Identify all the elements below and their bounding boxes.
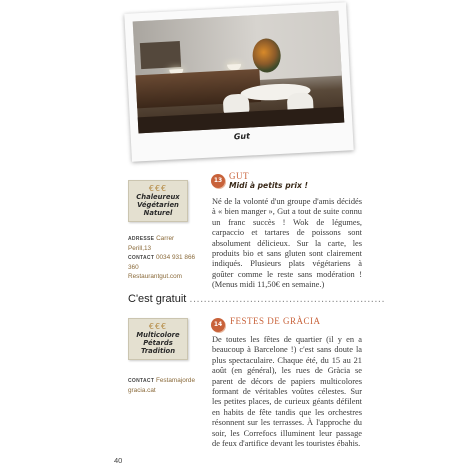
price-level: €€€ [148, 184, 168, 193]
website-link[interactable]: Restaurantgut.com [128, 273, 182, 280]
website-link[interactable]: Festamajordegracia.cat [128, 377, 196, 394]
restaurant-photo [133, 11, 345, 134]
entry-number: 14 [211, 318, 225, 332]
entry-meta: CONTACT Festamajordegracia.cat [128, 377, 196, 394]
tag: Multicolore [136, 331, 180, 339]
tag: Pétards [143, 339, 173, 348]
entry-meta: ADRESSE Carrer Perill,13 CONTACT 0034 931 866 360 Restaurantgut.com [128, 235, 196, 280]
address: Carrer Perill,13 [128, 235, 175, 252]
price-level: €€€ [148, 322, 168, 331]
tag: Naturel [143, 209, 173, 218]
tag: Tradition [140, 347, 176, 356]
entry-badge [128, 318, 188, 360]
entry-subtitle: Midi à petits prix ! [229, 181, 309, 190]
entry-number: 13 [211, 174, 225, 188]
photo-caption: Gut [233, 131, 251, 142]
phone: 0034 931 866 360 [128, 254, 196, 271]
section-heading: C'est gratuit ....................................................... [128, 293, 386, 305]
tag: Chaleureux [136, 193, 180, 201]
entry-title: GUT [229, 171, 249, 181]
entry-badge [128, 180, 188, 222]
page-number: 40 [114, 456, 123, 465]
entry-description: Né de la volonté d'un groupe d'amis décidés à « bien manger », Gut a tout de suite connu un franc succès ! Wok de légumes, carpaccio et tartares de poissons sont absolument délicieux. Sur la carte, les produits bio et sans gluten sont clairement indiqués. Plusieurs plats végétariens à goûter comme le reste sans modération ! (Menus midi 11,50€ en semaine.) [212, 197, 362, 290]
entry-description: De toutes les fêtes de quartier (il y en a beaucoup à Barcelone !) c'est sans doute la plus spectaculaire. Chaque été, du 15 au 21 août (en général), les rues de Gràcia se parent de décors de papiers multicolores formant de véritables voûtes célestes. Sur les petites places, de curieux géants défilent en habits de fête tandis que les orchestres résonnent sur les terrasses. À l'approche du soir, les Correfocs illuminent leur passage de feux d'artifice devant les touristes ébahis. [212, 335, 362, 449]
entry-title: FESTES DE GRÀCIA [230, 316, 321, 326]
tag: Végétarien [137, 201, 179, 210]
photo-frame [124, 2, 353, 161]
